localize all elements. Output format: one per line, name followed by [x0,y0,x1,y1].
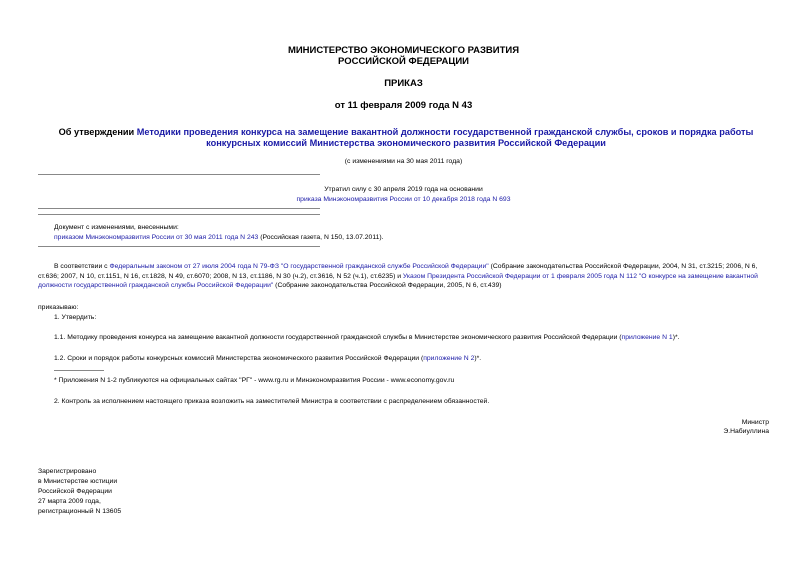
item-1-2-end: )*. [474,355,482,362]
divider [38,208,320,209]
appendix-2-link[interactable]: приложение N 2 [423,355,475,362]
registration-line-4: 27 марта 2009 года, [38,498,101,505]
preamble-text-1: В соответствии с [54,263,110,270]
amendment-note: (с изменениями на 30 мая 2011 года) [344,158,463,165]
item-1-2-text: 1.2. Сроки и порядок работы конкурсных комиссий Министерства экономического развития Российской Федерации ( [54,355,424,362]
footnote: * Приложения N 1-2 публикуются на официальных сайтах "РГ" - www.rg.ru и Минэкономразвития России - www.economy.gov.ru [54,377,455,384]
divider [38,174,320,175]
registration-line-5: регистрационный N 13605 [38,508,122,515]
presidential-decree-link[interactable]: Указом Президента Российской Федерации от 1 февраля 2005 года N 112 "О конкурсе на замещение вакантной должности государственной гражданской службы Российской Федерации" [38,272,758,289]
title-prefix: Об утверждении [58,127,137,137]
item-1-2 [54,354,481,364]
signature-role: Министр [741,419,769,426]
item-1-1-end: )*. [672,334,680,341]
divider [38,246,320,247]
changes-intro: Документ с изменениями, внесенными: [54,224,179,231]
repeal-order-link[interactable]: приказа Минэкономразвития России от 10 декабря 2018 года N 693 [296,196,511,203]
item-1-1 [54,333,680,343]
order-word: приказываю: [38,304,79,311]
appendix-1-link[interactable]: приложение N 1 [621,334,673,341]
footnote-divider [54,370,104,371]
repeal-link-line [0,195,807,204]
item-1-1-text: 1.1. Методику проведения конкурса на замещение вакантной должности государственной гражданской службы в Министерстве экономического развития Российской Федерации ( [54,334,622,341]
federal-law-link[interactable]: Федеральным законом от 27 июля 2004 года N 79-ФЗ "О государственной гражданской службе Российской Федерации" [109,263,489,270]
registration-line-1: Зарегистрировано [38,468,97,475]
preamble-text-2: (Собрание законодательства Российской Федерации, 2004, N 31, ст.3215; 2006, N 6, ст.636; 2007, N 10, ст.1151, N 16, ст.1828, N 49, ст.6070; 2008, N 13, ст.1186, N 30 (ч.2), ст.3616, N 52 (ч.1), ст.6235) и [38,263,758,280]
preamble-text-3: (Собрание законодательства Российской Федерации, 2005, N 6, ст.439) [273,282,502,289]
doc-date-number: от 11 февраля 2009 года N 43 [334,100,473,111]
title-link[interactable]: Методики проведения конкурса на замещение вакантной должности государственной гражданской службы, сроков и порядка работы конкурсных комиссий Министерства экономического развития Российской Федерации [136,127,754,148]
registration-line-2: в Министерстве юстиции [38,478,118,485]
divider [38,214,320,215]
item-1: 1. Утвердить: [54,314,97,321]
ministry-line-1: МИНИСТЕРСТВО ЭКОНОМИЧЕСКОГО РАЗВИТИЯ [287,45,520,56]
changes-source: (Российская газета, N 150, 13.07.2011). [258,234,384,241]
item-2: 2. Контроль за исполнением настоящего приказа возложить на заместителей Министра в соответствии с распределением обязанностей. [54,398,490,405]
signature-name: Э.Набиуллина [723,428,769,435]
doc-type: ПРИКАЗ [384,78,423,89]
document-title [35,127,777,149]
changes-line [54,233,384,242]
registration-line-3: Российской Федерации [38,488,112,495]
ministry-line-2: РОССИЙСКОЙ ФЕДЕРАЦИИ [337,56,469,67]
preamble [38,262,771,291]
changes-order-link[interactable]: приказом Минэкономразвития России от 30 мая 2011 года N 243 [54,234,259,241]
repeal-line: Утратил силу с 30 апреля 2019 года на основании [324,186,483,193]
